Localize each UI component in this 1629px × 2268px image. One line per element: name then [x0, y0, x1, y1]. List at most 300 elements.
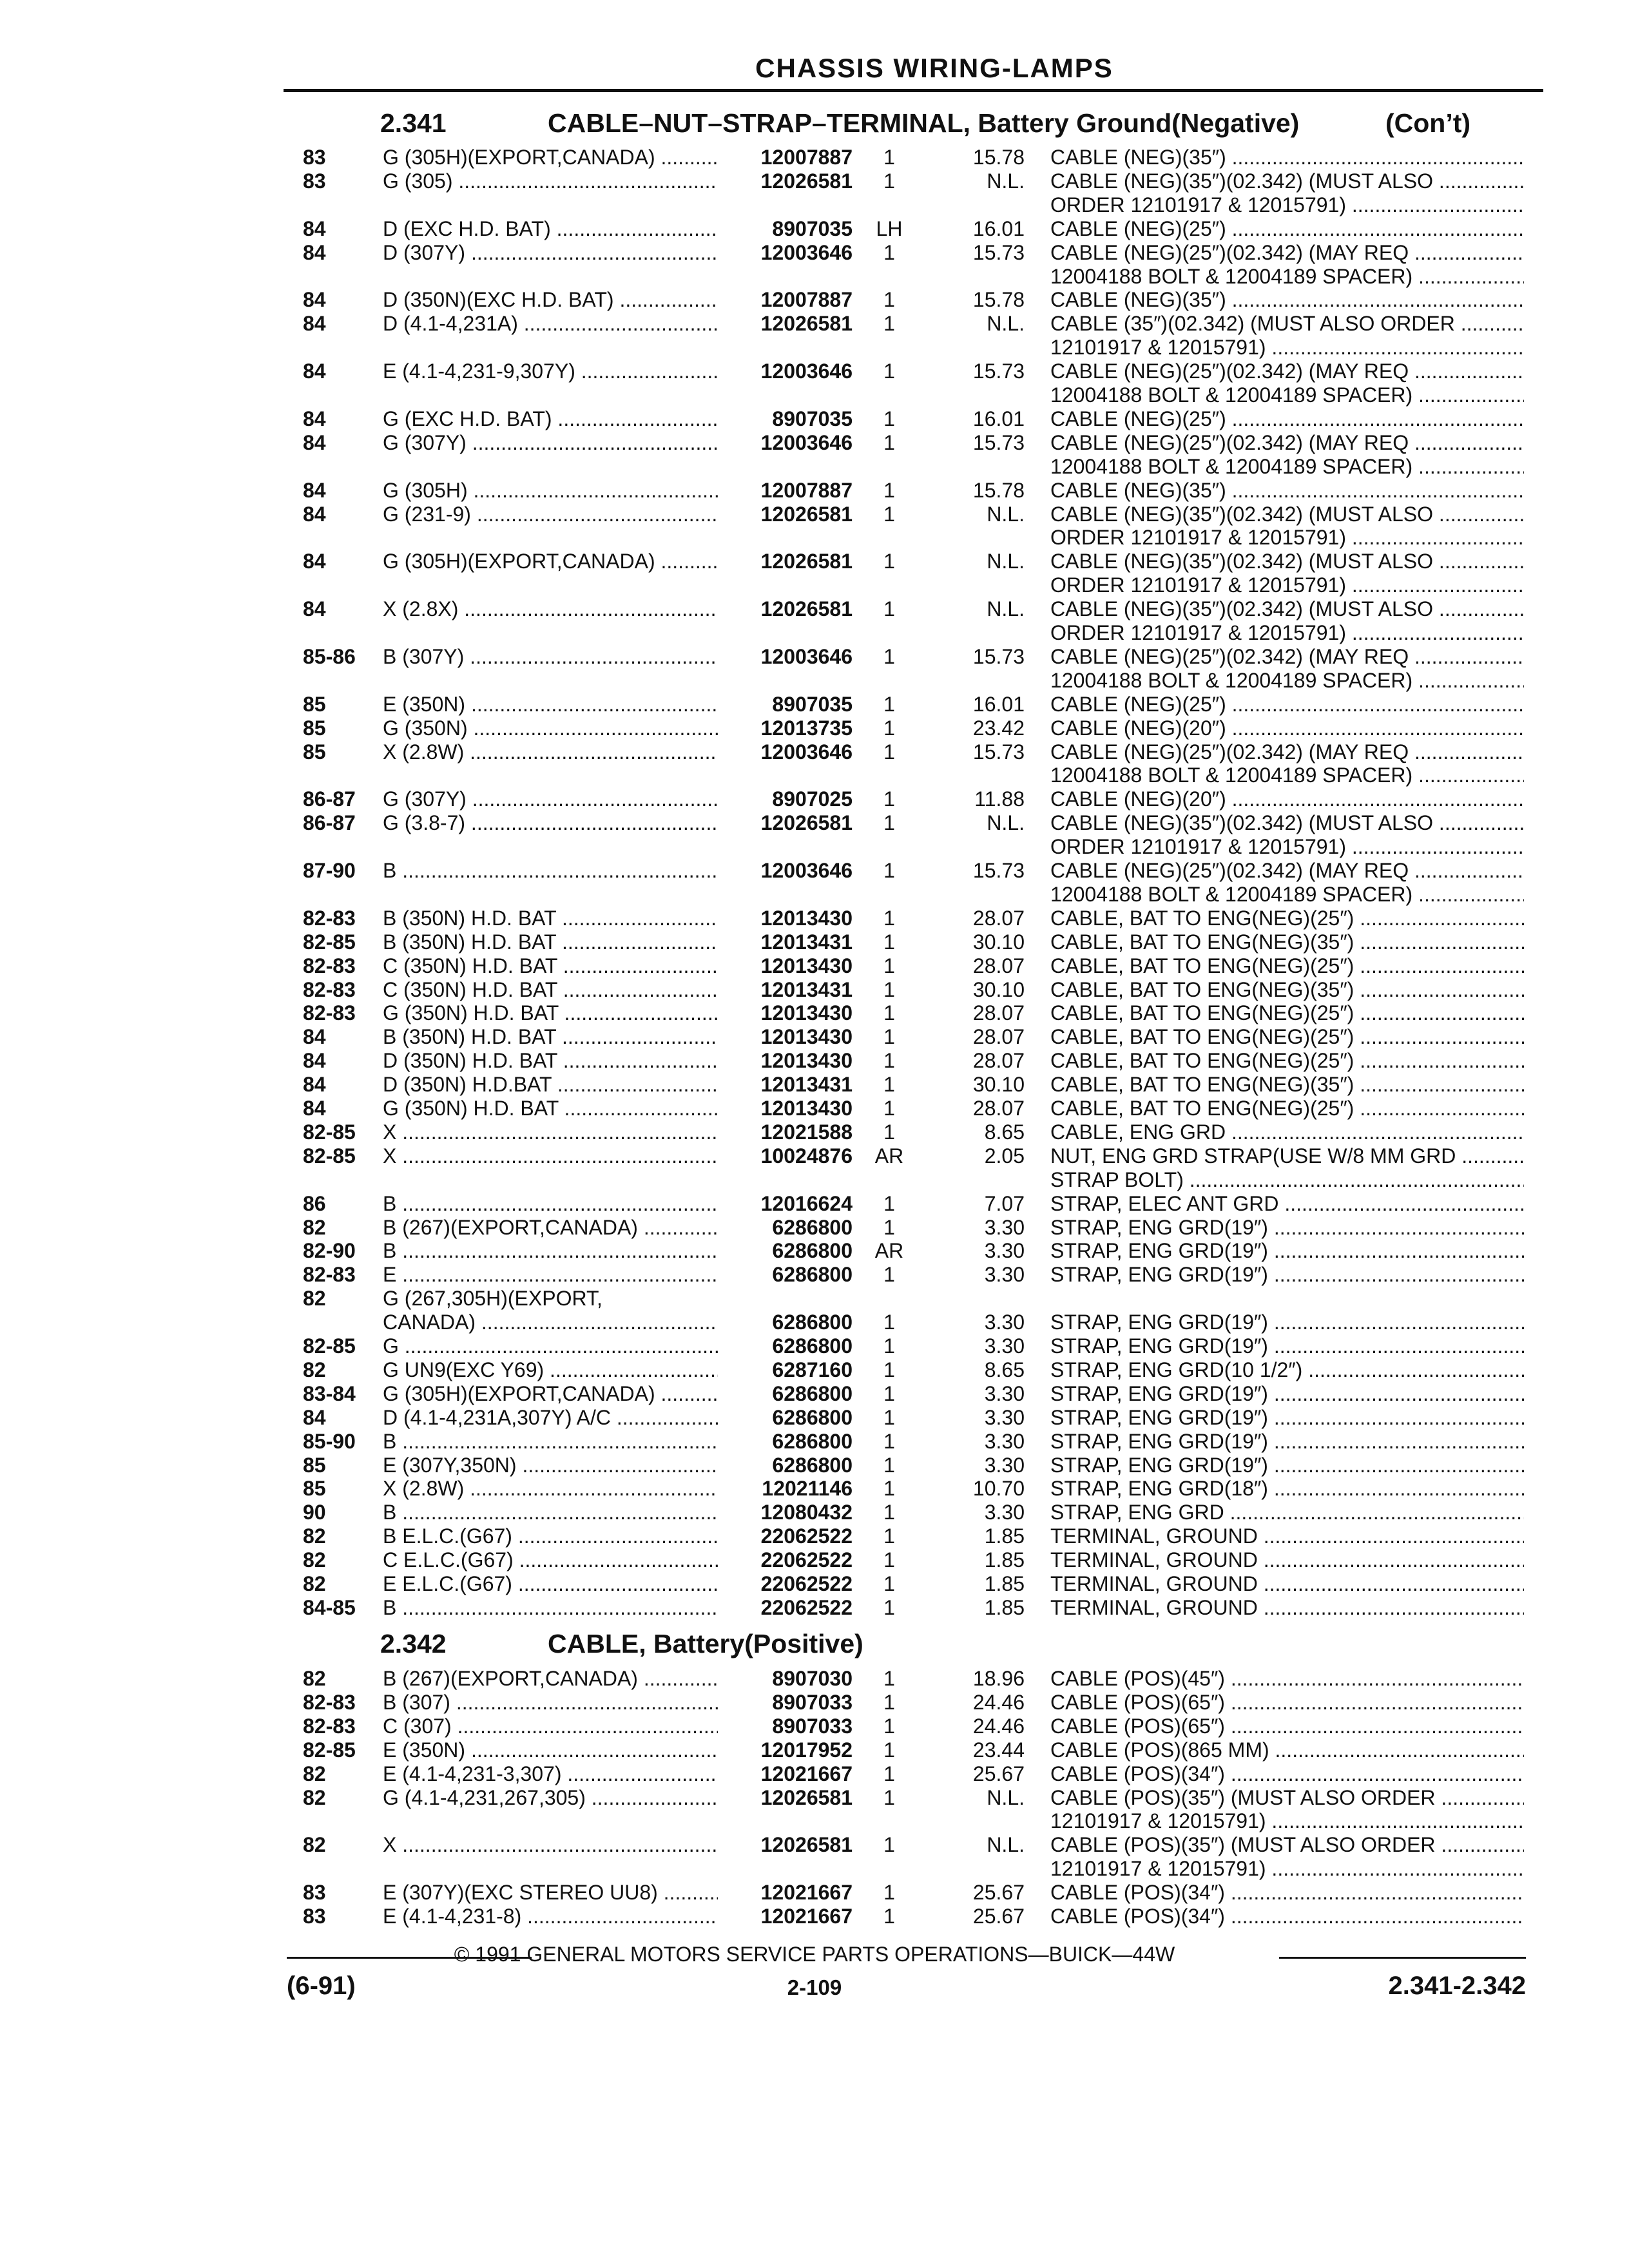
- part-name: 12004188 BOLT & 12004189 SPACER) .....: [1050, 764, 1524, 787]
- table-row: [0, 383, 1629, 407]
- part-name: STRAP, ENG GRD(18″) .....: [1050, 1477, 1524, 1501]
- quantity: 1: [883, 1191, 895, 1215]
- price: N.L.: [987, 169, 1025, 193]
- part-name: CABLE (NEG)(35″)(02.342) (MUST ALSO .....: [1050, 503, 1524, 526]
- part-number: 12026581: [760, 550, 853, 573]
- part-name: CABLE, BAT TO ENG(NEG)(35″) .....: [1050, 1073, 1524, 1097]
- model-year: 82: [303, 1785, 326, 1809]
- model-description: G (EXC H.D. BAT) .....: [383, 407, 718, 431]
- model-year: 83: [303, 1881, 326, 1905]
- table-row: [0, 1501, 1629, 1524]
- model-year: 84: [303, 1097, 326, 1120]
- part-name: CABLE, BAT TO ENG(NEG)(25″) .....: [1050, 1097, 1524, 1120]
- part-number: 22062522: [760, 1548, 853, 1572]
- quantity: AR: [874, 1144, 904, 1168]
- model-description: C (307) .....: [383, 1715, 718, 1738]
- model-year: 82-83: [303, 1001, 356, 1025]
- model-year: 84: [303, 550, 326, 573]
- table-row: [0, 1691, 1629, 1715]
- price: 24.46: [972, 1690, 1025, 1714]
- price: 1.85: [984, 1548, 1025, 1572]
- price: 7.07: [984, 1191, 1025, 1215]
- model-year: 86-87: [303, 811, 356, 835]
- price: 1.85: [984, 1595, 1025, 1619]
- part-name: CABLE (NEG)(35″)(02.342) (MUST ALSO .....: [1050, 597, 1524, 621]
- table-row: [0, 1667, 1629, 1691]
- model-year: 84: [303, 478, 326, 502]
- part-number: 6286800: [772, 1334, 853, 1358]
- section-heading: [380, 108, 1471, 139]
- model-description: C E.L.C.(G67) .....: [383, 1548, 718, 1572]
- model-description: G (350N) H.D. BAT .....: [383, 1097, 718, 1120]
- price: 3.30: [984, 1311, 1025, 1334]
- model-year: 85: [303, 1453, 326, 1477]
- quantity: 1: [883, 1263, 895, 1287]
- part-name: STRAP, ENG GRD(19″) .....: [1050, 1239, 1524, 1263]
- model-year: 82: [303, 1358, 326, 1381]
- quantity: 1: [883, 1429, 895, 1453]
- model-description: B .....: [383, 859, 718, 883]
- part-number: 12013430: [760, 1025, 853, 1049]
- part-number: 12026581: [760, 502, 853, 526]
- table-row: [0, 1144, 1629, 1168]
- table-row: [0, 407, 1629, 431]
- price: 23.44: [972, 1738, 1025, 1762]
- table-row: [0, 693, 1629, 716]
- quantity: 1: [883, 1785, 895, 1809]
- model-description: G (307Y) .....: [383, 431, 718, 455]
- table-row: [0, 1524, 1629, 1548]
- price: 1.85: [984, 1572, 1025, 1595]
- part-number: 12003646: [760, 740, 853, 764]
- model-description: B (267)(EXPORT,CANADA) .....: [383, 1216, 718, 1240]
- table-row: [0, 1120, 1629, 1144]
- part-number: 12016624: [760, 1191, 853, 1215]
- model-year: 82-85: [303, 1334, 356, 1358]
- quantity: 1: [883, 288, 895, 312]
- part-name: CABLE (NEG)(25″) .....: [1050, 693, 1524, 716]
- model-year: 84: [303, 312, 326, 336]
- table-row: [0, 479, 1629, 503]
- model-description: E E.L.C.(G67) .....: [383, 1572, 718, 1596]
- model-year: 84: [303, 407, 326, 430]
- model-year: 85-86: [303, 644, 356, 668]
- price: 28.07: [972, 906, 1025, 930]
- model-description: D (4.1-4,231A) .....: [383, 312, 718, 336]
- part-number: 8907033: [772, 1690, 853, 1714]
- price: N.L.: [987, 502, 1025, 526]
- model-year: 84: [303, 360, 326, 383]
- price: N.L.: [987, 1785, 1025, 1809]
- part-name: STRAP BOLT) .....: [1050, 1168, 1524, 1192]
- model-year: 85-90: [303, 1429, 356, 1453]
- model-description: B (267)(EXPORT,CANADA) .....: [383, 1667, 718, 1691]
- table-row: [0, 1311, 1629, 1334]
- part-number: 10024876: [760, 1144, 853, 1168]
- table-row: [0, 1382, 1629, 1406]
- quantity: 1: [883, 1477, 895, 1501]
- table-row: [0, 550, 1629, 573]
- model-year: 84: [303, 1049, 326, 1073]
- quantity: 1: [883, 1215, 895, 1239]
- part-number: 12013430: [760, 1049, 853, 1073]
- part-number: 12013431: [760, 930, 853, 954]
- table-row: [0, 1477, 1629, 1501]
- part-number: 8907035: [772, 692, 853, 716]
- part-number: 8907035: [772, 407, 853, 430]
- model-description: E (350N) .....: [383, 693, 718, 716]
- part-number: 12007887: [760, 146, 853, 169]
- model-description: E (350N) .....: [383, 1738, 718, 1762]
- model-description: G (305H)(EXPORT,CANADA) .....: [383, 146, 718, 169]
- model-year: 82: [303, 1215, 326, 1239]
- price: 8.65: [984, 1358, 1025, 1381]
- part-name: CABLE (NEG)(20″) .....: [1050, 787, 1524, 811]
- model-description: G (4.1-4,231,267,305) .....: [383, 1786, 718, 1810]
- quantity: 1: [883, 1001, 895, 1025]
- quantity: 1: [883, 1334, 895, 1358]
- footer-page-number: 2-109: [787, 1975, 842, 1999]
- quantity: 1: [883, 1381, 895, 1405]
- part-name: ORDER 12101917 & 12015791) .....: [1050, 573, 1524, 597]
- model-description: E (4.1-4,231-3,307) .....: [383, 1762, 718, 1786]
- model-description: B (307Y) .....: [383, 645, 718, 669]
- price: 3.30: [984, 1263, 1025, 1287]
- table-row: [0, 787, 1629, 811]
- table-row: [0, 1358, 1629, 1382]
- quantity: 1: [883, 502, 895, 526]
- part-number: 12021667: [760, 1905, 853, 1928]
- model-description: G (305H)(EXPORT,CANADA) .....: [383, 550, 718, 573]
- model-year: 82: [303, 1762, 326, 1785]
- model-description: G (231-9) .....: [383, 503, 718, 526]
- model-year: 82-83: [303, 1690, 356, 1714]
- part-name: 12101917 & 12015791) .....: [1050, 1857, 1524, 1881]
- price: N.L.: [987, 811, 1025, 835]
- quantity: 1: [883, 1738, 895, 1762]
- price: N.L.: [987, 550, 1025, 573]
- part-number: 12080432: [760, 1501, 853, 1524]
- part-number: 12026581: [760, 169, 853, 193]
- table-row: [0, 1881, 1629, 1905]
- part-name: CABLE, BAT TO ENG(NEG)(25″) .....: [1050, 1001, 1524, 1025]
- model-description: E (4.1-4,231-9,307Y) .....: [383, 360, 718, 383]
- quantity: LH: [876, 216, 903, 240]
- part-number: 12013430: [760, 1097, 853, 1120]
- table-row: [0, 1809, 1629, 1833]
- part-name: CABLE (POS)(35″) (MUST ALSO ORDER .....: [1050, 1833, 1524, 1857]
- price: 25.67: [972, 1762, 1025, 1785]
- part-name: CABLE, ENG GRD .....: [1050, 1120, 1524, 1144]
- table-row: [0, 288, 1629, 312]
- quantity: 1: [883, 1762, 895, 1785]
- quantity: 1: [883, 1311, 895, 1334]
- model-description: D (EXC H.D. BAT) .....: [383, 217, 718, 241]
- part-number: 12013430: [760, 1001, 853, 1025]
- model-description: X (2.8X) .....: [383, 597, 718, 621]
- part-number: 12003646: [760, 240, 853, 264]
- part-name: 12101917 & 12015791) .....: [1050, 1809, 1524, 1833]
- table-row: [0, 1738, 1629, 1762]
- quantity: 1: [883, 1405, 895, 1429]
- part-name: CABLE (POS)(65″) .....: [1050, 1691, 1524, 1715]
- model-year: 82-83: [303, 954, 356, 977]
- table-row: [0, 312, 1629, 336]
- part-number: 6286800: [772, 1381, 853, 1405]
- table-row: [0, 645, 1629, 669]
- model-description: B .....: [383, 1501, 718, 1524]
- model-year: 83-84: [303, 1381, 356, 1405]
- model-year: 83: [303, 1905, 326, 1928]
- model-year: 83: [303, 146, 326, 169]
- price: 3.30: [984, 1239, 1025, 1263]
- model-description: X (2.8W) .....: [383, 740, 718, 764]
- quantity: 1: [883, 430, 895, 454]
- model-year: 84: [303, 430, 326, 454]
- part-name: STRAP, ENG GRD(19″) .....: [1050, 1311, 1524, 1334]
- price: 15.73: [972, 644, 1025, 668]
- model-year: 82-85: [303, 1144, 356, 1168]
- part-number: 12017952: [760, 1738, 853, 1762]
- part-number: 12026581: [760, 312, 853, 336]
- quantity: 1: [883, 312, 895, 336]
- model-year: 84: [303, 216, 326, 240]
- part-name: CABLE (NEG)(35″) .....: [1050, 146, 1524, 169]
- price: 15.73: [972, 360, 1025, 383]
- table-row: [0, 859, 1629, 883]
- model-year: 83: [303, 169, 326, 193]
- price: 30.10: [972, 977, 1025, 1001]
- part-name: CABLE (POS)(34″) .....: [1050, 1905, 1524, 1928]
- model-year: 82-83: [303, 906, 356, 930]
- model-description: G (305H) .....: [383, 479, 718, 503]
- model-year: 86-87: [303, 787, 356, 811]
- price: 30.10: [972, 930, 1025, 954]
- part-number: 12021667: [760, 1881, 853, 1905]
- part-name: CABLE, BAT TO ENG(NEG)(25″) .....: [1050, 1025, 1524, 1049]
- table-row: [0, 169, 1629, 193]
- price: 16.01: [972, 407, 1025, 430]
- table-row: [0, 1715, 1629, 1738]
- table-row: [0, 1239, 1629, 1263]
- model-description: D (350N) H.D.BAT .....: [383, 1073, 718, 1097]
- part-number: 12026581: [760, 811, 853, 835]
- quantity: 1: [883, 906, 895, 930]
- part-name: 12004188 BOLT & 12004189 SPACER) .....: [1050, 669, 1524, 693]
- model-year: 84: [303, 502, 326, 526]
- part-name: STRAP, ENG GRD(19″) .....: [1050, 1216, 1524, 1240]
- model-description: G (305) .....: [383, 169, 718, 193]
- price: 15.73: [972, 859, 1025, 882]
- model-year: 82-90: [303, 1239, 356, 1263]
- part-name: CABLE (NEG)(25″)(02.342) (MAY REQ .....: [1050, 859, 1524, 883]
- table-row: [0, 1454, 1629, 1477]
- table-row: [0, 907, 1629, 930]
- model-year: 87-90: [303, 859, 356, 882]
- table-row: [0, 930, 1629, 954]
- model-description: E (307Y,350N) .....: [383, 1454, 718, 1477]
- part-number: 6287160: [772, 1358, 853, 1381]
- table-row: [0, 455, 1629, 479]
- table-row: [0, 1216, 1629, 1240]
- part-name: CABLE, BAT TO ENG(NEG)(25″) .....: [1050, 954, 1524, 978]
- section-heading: [380, 1629, 863, 1659]
- part-name: CABLE (POS)(45″) .....: [1050, 1667, 1524, 1691]
- price: 16.01: [972, 692, 1025, 716]
- model-year: 86: [303, 1191, 326, 1215]
- price: 11.88: [974, 787, 1025, 811]
- table-row: [0, 597, 1629, 621]
- title-rule: [284, 89, 1543, 92]
- part-name: CABLE (POS)(35″) (MUST ALSO ORDER .....: [1050, 1786, 1524, 1810]
- quantity: 1: [883, 597, 895, 621]
- part-number: 8907030: [772, 1667, 853, 1690]
- part-name: TERMINAL, GROUND .....: [1050, 1572, 1524, 1596]
- table-row: [0, 336, 1629, 360]
- part-name: ORDER 12101917 & 12015791) .....: [1050, 621, 1524, 645]
- model-description: CANADA) .....: [383, 1311, 718, 1334]
- quantity: 1: [883, 977, 895, 1001]
- price: 28.07: [972, 1049, 1025, 1073]
- part-name: CABLE (POS)(65″) .....: [1050, 1715, 1524, 1738]
- part-number: 6286800: [772, 1405, 853, 1429]
- table-row: [0, 573, 1629, 597]
- part-name: STRAP, ELEC ANT GRD .....: [1050, 1192, 1524, 1216]
- quantity: 1: [883, 1714, 895, 1738]
- part-number: 8907035: [772, 216, 853, 240]
- table-row: [0, 146, 1629, 169]
- table-row: [0, 526, 1629, 550]
- model-description: G UN9(EXC Y69) .....: [383, 1358, 718, 1382]
- part-name: CABLE (NEG)(25″)(02.342) (MAY REQ .....: [1050, 645, 1524, 669]
- part-name: STRAP, ENG GRD(19″) .....: [1050, 1263, 1524, 1287]
- table-row: [0, 1596, 1629, 1620]
- part-name: NUT, ENG GRD STRAP(USE W/8 MM GRD .....: [1050, 1144, 1524, 1168]
- model-description: B .....: [383, 1192, 718, 1216]
- model-year: 84: [303, 597, 326, 621]
- part-number: 12013430: [760, 954, 853, 977]
- price: 28.07: [972, 1001, 1025, 1025]
- model-description: E (4.1-4,231-8) .....: [383, 1905, 718, 1928]
- part-name: ORDER 12101917 & 12015791) .....: [1050, 526, 1524, 550]
- table-row: [0, 1833, 1629, 1857]
- part-number: 12013430: [760, 906, 853, 930]
- model-description: X .....: [383, 1144, 718, 1168]
- quantity: 1: [883, 360, 895, 383]
- quantity: 1: [883, 644, 895, 668]
- quantity: 1: [883, 716, 895, 740]
- price: 3.30: [984, 1501, 1025, 1524]
- quantity: 1: [883, 811, 895, 835]
- quantity: 1: [883, 146, 895, 169]
- model-description: E .....: [383, 1263, 718, 1287]
- model-description: B .....: [383, 1596, 718, 1620]
- price: 10.70: [972, 1477, 1025, 1501]
- model-description: G (267,305H)(EXPORT,: [383, 1287, 602, 1311]
- model-description: B (350N) H.D. BAT .....: [383, 930, 718, 954]
- part-name: STRAP, ENG GRD(10 1/2″) .....: [1050, 1358, 1524, 1382]
- part-name: CABLE, BAT TO ENG(NEG)(35″) .....: [1050, 978, 1524, 1002]
- part-name: 12101917 & 12015791) .....: [1050, 336, 1524, 360]
- table-row: [0, 621, 1629, 645]
- model-year: 82: [303, 1548, 326, 1572]
- quantity: 1: [883, 1690, 895, 1714]
- part-name: CABLE (NEG)(25″) .....: [1050, 407, 1524, 431]
- quantity: 1: [883, 1097, 895, 1120]
- part-number: 6286800: [772, 1429, 853, 1453]
- model-description: D (350N) H.D. BAT .....: [383, 1049, 718, 1073]
- part-number: 6286800: [772, 1311, 853, 1334]
- part-number: 12013431: [760, 1073, 853, 1097]
- model-description: B (307) .....: [383, 1691, 718, 1715]
- part-number: 22062522: [760, 1595, 853, 1619]
- part-number: 6286800: [772, 1215, 853, 1239]
- model-description: D (307Y) .....: [383, 241, 718, 265]
- part-number: 12026581: [760, 597, 853, 621]
- part-number: 12021146: [762, 1477, 853, 1501]
- table-row: [0, 360, 1629, 383]
- quantity: 1: [883, 1905, 895, 1928]
- part-name: STRAP, ENG GRD(19″) .....: [1050, 1430, 1524, 1454]
- part-name: STRAP, ENG GRD(19″) .....: [1050, 1406, 1524, 1430]
- price: 3.30: [984, 1381, 1025, 1405]
- part-name: CABLE (NEG)(20″) .....: [1050, 716, 1524, 740]
- model-description: G (350N) .....: [383, 716, 718, 740]
- table-row: [0, 1406, 1629, 1430]
- quantity: 1: [883, 1595, 895, 1619]
- table-row: [0, 1572, 1629, 1596]
- part-name: CABLE (NEG)(35″) .....: [1050, 288, 1524, 312]
- price: 15.78: [972, 478, 1025, 502]
- table-row: [0, 1287, 1629, 1311]
- table-row: [0, 978, 1629, 1002]
- model-description: G (3.8-7) .....: [383, 811, 718, 835]
- part-name: STRAP, ENG GRD(19″) .....: [1050, 1382, 1524, 1406]
- part-name: ORDER 12101917 & 12015791) .....: [1050, 835, 1524, 859]
- table-row: [0, 1073, 1629, 1097]
- model-year: 90: [303, 1501, 326, 1524]
- part-name: TERMINAL, GROUND .....: [1050, 1596, 1524, 1620]
- part-number: 12026581: [760, 1785, 853, 1809]
- quantity: 1: [883, 859, 895, 882]
- model-description: G .....: [383, 1334, 718, 1358]
- model-year: 84: [303, 240, 326, 264]
- model-year: 82: [303, 1667, 326, 1690]
- part-name: CABLE (NEG)(35″)(02.342) (MUST ALSO .....: [1050, 550, 1524, 573]
- model-year: 84-85: [303, 1595, 356, 1619]
- model-description: D (350N)(EXC H.D. BAT) .....: [383, 288, 718, 312]
- price: 1.85: [984, 1524, 1025, 1548]
- part-name: CABLE, BAT TO ENG(NEG)(35″) .....: [1050, 930, 1524, 954]
- table-row: [0, 1905, 1629, 1928]
- model-year: 85: [303, 692, 326, 716]
- model-description: E (307Y)(EXC STEREO UU8) .....: [383, 1881, 718, 1905]
- model-description: C (350N) H.D. BAT .....: [383, 954, 718, 978]
- quantity: 1: [883, 930, 895, 954]
- model-description: B .....: [383, 1430, 718, 1454]
- price: 25.67: [972, 1905, 1025, 1928]
- price: 15.73: [972, 430, 1025, 454]
- quantity: 1: [883, 692, 895, 716]
- part-number: 12013735: [760, 716, 853, 740]
- section-number: 2.341: [380, 108, 447, 138]
- quantity: 1: [883, 169, 895, 193]
- part-name: 12004188 BOLT & 12004189 SPACER) .....: [1050, 883, 1524, 907]
- part-name: CABLE, BAT TO ENG(NEG)(25″) .....: [1050, 907, 1524, 930]
- price: N.L.: [987, 1833, 1025, 1857]
- table-row: [0, 1786, 1629, 1810]
- price: 24.46: [972, 1714, 1025, 1738]
